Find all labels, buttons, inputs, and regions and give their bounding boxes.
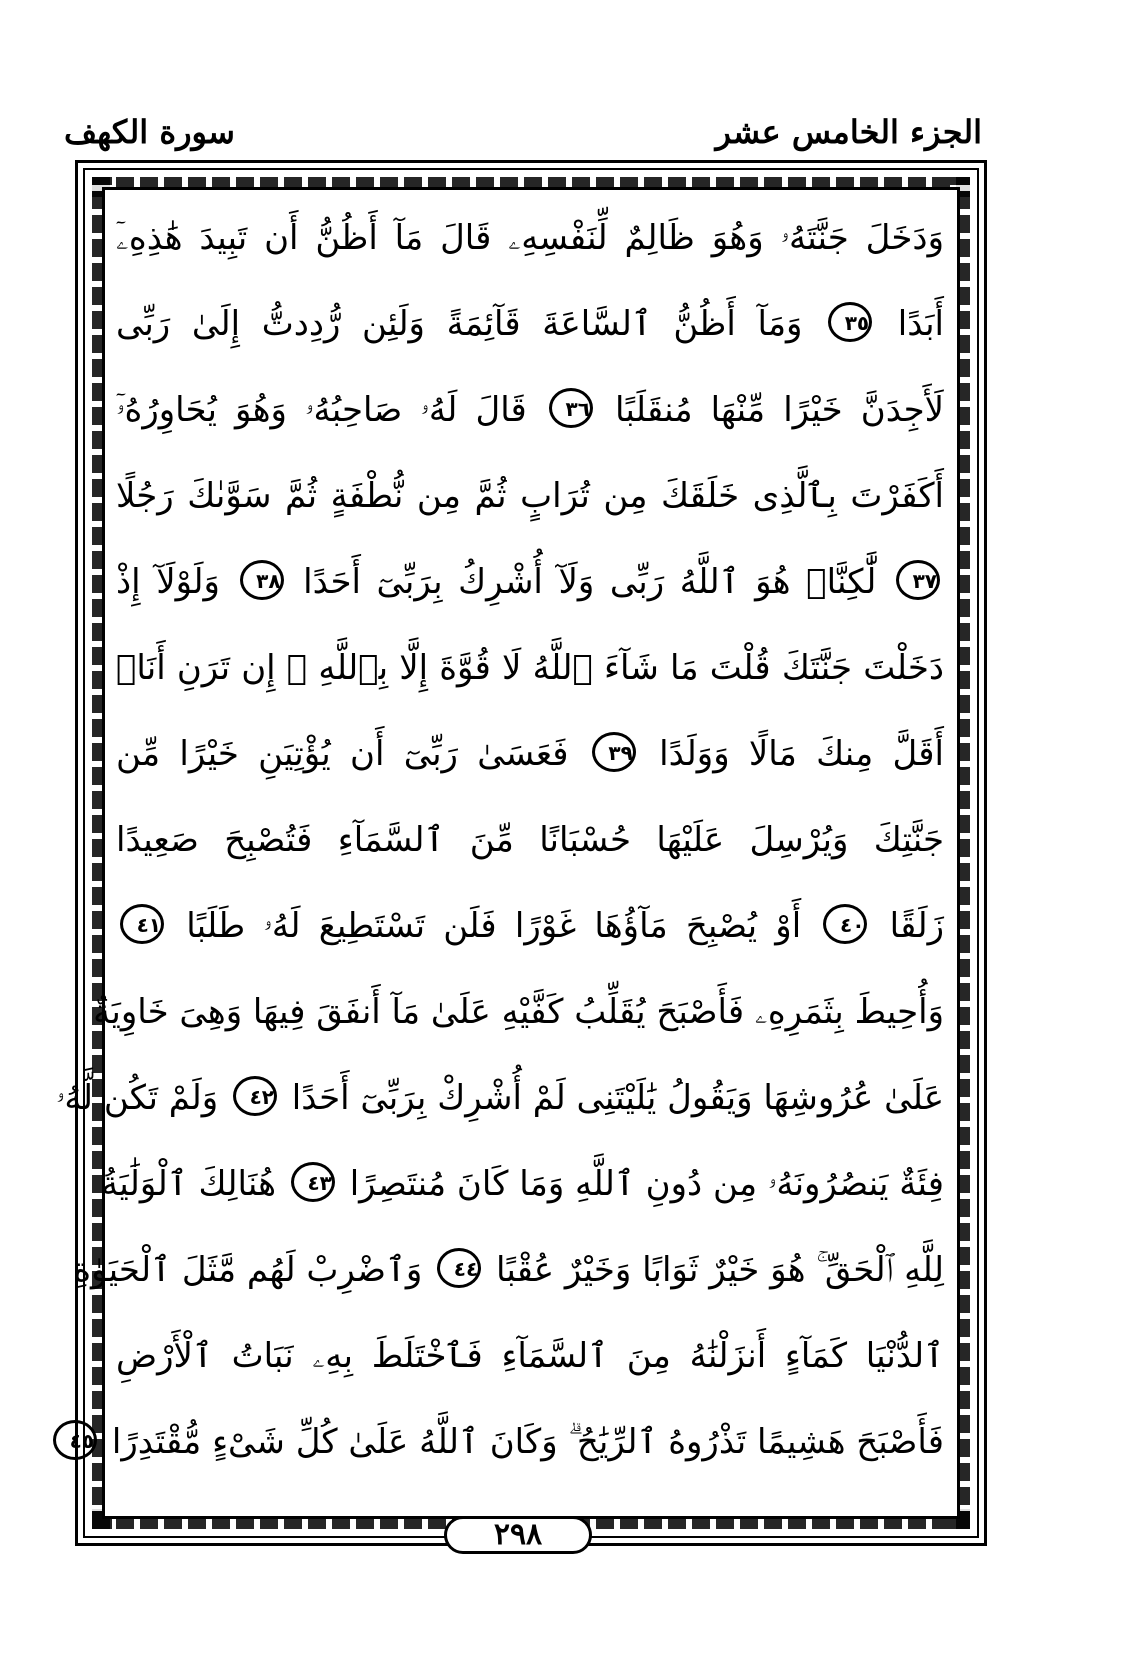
ayah-number-marker: ٣٨	[240, 560, 284, 600]
ayah-number-marker: ٤٢	[233, 1076, 277, 1116]
line-text: وَأُحِيطَ بِثَمَرِهِۦ فَأَصْبَحَ يُقَلِّبُ كَفَّيْهِ عَلَىٰ مَآ أَنفَقَ فِيهَا وَهِىَ خَاوِيَةٌ	[93, 992, 944, 1032]
line-text-after: وَلَوْلَآ إِذْ	[116, 562, 220, 602]
line-text-after: أَوْ يُصْبِحَ مَآؤُهَا غَوْرًا فَلَن تَسْتَطِيعَ لَهُۥ طَلَبًا	[186, 906, 802, 946]
text-line-9	[116, 893, 944, 959]
line-text-after: هُنَالِكَ ٱلْوَلَٰيَةُ	[101, 1164, 277, 1204]
ayah-number-marker: ٣٦	[549, 388, 593, 428]
line-text-after: قَالَ لَهُۥ صَاحِبُهُۥ وَهُوَ يُحَاوِرُهُۥٓ	[116, 390, 527, 430]
line-text-after: وَلَمْ تَكُن لَّهُۥ	[55, 1078, 219, 1118]
ayah-number-marker: ٤٠	[823, 904, 867, 944]
text-line-2	[116, 291, 944, 357]
ayah-number-marker: ٣٧	[896, 560, 940, 600]
line-text: أَبَدًا	[897, 304, 944, 344]
text-line-13	[73, 1237, 944, 1303]
line-text-after: وَمَآ أَظُنُّ ٱلسَّاعَةَ قَآئِمَةً وَلَئِن رُّدِدتُّ إِلَىٰ رَبِّى	[116, 304, 803, 344]
ayah-number-marker: ٤١	[120, 904, 164, 944]
text-line-14	[116, 1323, 944, 1389]
text-line-1	[116, 205, 944, 271]
ayah-number-marker: ٤٥	[53, 1420, 97, 1460]
text-line-4	[116, 463, 944, 529]
line-text: أَقَلَّ مِنكَ مَالًا وَوَلَدًا	[659, 734, 944, 774]
line-text: وَدَخَلَ جَنَّتَهُۥ وَهُوَ ظَالِمٌ لِّنَفْسِهِۦ قَالَ مَآ أَظُنُّ أَن تَبِيدَ هَٰذِهِۦٓ	[116, 218, 944, 258]
text-line-3	[116, 377, 944, 443]
line-text: جَنَّتِكَ وَيُرْسِلَ عَلَيْهَا حُسْبَانًا مِّنَ ٱلسَّمَآءِ فَتُصْبِحَ صَعِيدًا	[116, 820, 944, 860]
line-text: عَلَىٰ عُرُوشِهَا وَيَقُولُ يَٰلَيْتَنِى لَمْ أُشْرِكْ بِرَبِّىٓ أَحَدًا	[291, 1078, 944, 1118]
verse-text-area	[55, 205, 945, 1495]
line-text: دَخَلْتَ جَنَّتَكَ قُلْتَ مَا شَآءَ ٱللَّهُ لَا قُوَّةَ إِلَّا بِٱللَّهِ ۚ إِن تَرَنِ أَنَا۠	[116, 648, 944, 688]
text-line-7	[116, 721, 944, 787]
text-line-15	[69, 1409, 944, 1475]
text-line-12	[101, 1151, 944, 1217]
line-text: فِئَةٌ يَنصُرُونَهُۥ مِن دُونِ ٱللَّهِ وَمَا كَانَ مُنتَصِرًا	[349, 1164, 944, 1204]
text-line-11	[55, 1065, 944, 1131]
text-line-6	[116, 635, 944, 701]
ayah-number-marker: ٤٣	[291, 1162, 335, 1202]
juz-header: الجزء الخامس عشر	[715, 113, 982, 151]
line-text: أَكَفَرْتَ بِٱلَّذِى خَلَقَكَ مِن تُرَابٍ ثُمَّ مِن نُّطْفَةٍ ثُمَّ سَوَّىٰكَ رَجُلًا	[116, 476, 944, 516]
text-line-5	[116, 549, 944, 615]
ayah-number-marker: ٣٩	[592, 732, 636, 772]
line-text: ٱلدُّنْيَا كَمَآءٍ أَنزَلْنَٰهُ مِنَ ٱلسَّمَآءِ فَٱخْتَلَطَ بِهِۦ نَبَاتُ ٱلْأَرْضِ	[116, 1336, 944, 1376]
line-text: فَأَصْبَحَ هَشِيمًا تَذْرُوهُ ٱلرِّيَٰحُ ۗ وَكَانَ ٱللَّهُ عَلَىٰ كُلِّ شَىْءٍ مُّقْتَدِرًا	[111, 1422, 944, 1462]
text-line-8	[116, 807, 944, 873]
surah-header: سورة الكهف	[64, 113, 235, 151]
line-text-after: وَٱضْرِبْ لَهُم مَّثَلَ ٱلْحَيَوٰةِ	[73, 1250, 423, 1290]
line-text: لِلَّهِ ٱلْحَقِّ ۚ هُوَ خَيْرٌ ثَوَابًا وَخَيْرٌ عُقْبًا	[495, 1250, 944, 1290]
ayah-number-marker: ٤٤	[437, 1248, 481, 1288]
text-line-10	[93, 979, 944, 1045]
line-text: لَأَجِدَنَّ خَيْرًا مِّنْهَا مُنقَلَبًا	[615, 390, 945, 430]
line-text-after: فَعَسَىٰ رَبِّىٓ أَن يُؤْتِيَنِ خَيْرًا مِّن	[116, 734, 569, 774]
line-text: لَّٰكِنَّا۠ هُوَ ٱللَّهُ رَبِّى وَلَآ أُشْرِكُ بِرَبِّىٓ أَحَدًا	[303, 562, 877, 602]
ayah-number-marker: ٣٥	[828, 302, 872, 342]
page-number: ٢٩٨	[444, 1516, 592, 1554]
line-text: زَلَقًا	[889, 906, 944, 946]
